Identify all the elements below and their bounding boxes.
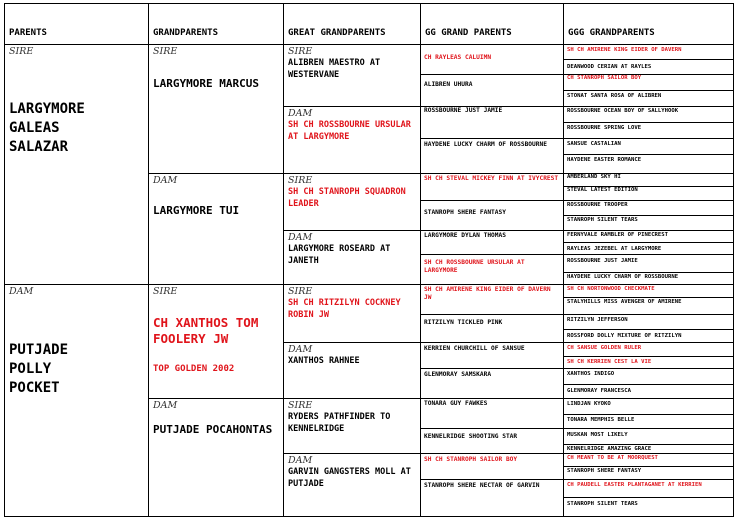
row-divider (420, 200, 563, 201)
header-ggg-grandparents: GGG GRANDPARENTS (568, 28, 655, 38)
great-grandparent-name: LARGYMORE ROSEARD AT JANETH (288, 244, 391, 267)
ggg-grandparent-name-champion: CH MEANT TO BE AT MOORQUEST (567, 455, 658, 461)
row-divider (563, 59, 733, 60)
row-divider (283, 453, 420, 454)
sire-role-label: SIRE (288, 175, 313, 186)
ggg-grandparent-name: AMBERLAND SKY HI (567, 174, 621, 180)
row-divider (420, 254, 563, 255)
row-divider (563, 297, 733, 298)
row-divider (420, 368, 563, 369)
gg-grandparent-name: KENNELRIDGE SHOOTING STAR (424, 433, 518, 440)
ggg-grandparent-name: LINDJAN KYOKO (567, 401, 611, 407)
gg-grandparent-name: HAYDENE LUCKY CHARM OF ROSSBOURNE (424, 141, 547, 148)
header-great-grandparents: GREAT GRANDPARENTS (288, 28, 386, 38)
gg-grandparent-name: ROSSBOURNE JUST JAMIE (424, 107, 503, 114)
parent-sire-name: LARGYMORE GALEAS SALAZAR (9, 101, 85, 155)
dam-role-label: DAM (9, 286, 34, 297)
header-parents: PARENTS (9, 28, 47, 38)
ggg-grandparent-name: TONARA MEMPHIS BELLE (567, 417, 635, 423)
ggg-grandparent-name: ROSSBOURNE TROOPER (567, 202, 628, 208)
ggg-grandparent-name: HAYDENE LUCKY CHARM OF ROSSBOURNE (567, 274, 679, 280)
ggg-grandparent-name: STANROPH SILENT TEARS (567, 217, 638, 223)
header-divider (5, 44, 733, 45)
ggg-grandparent-name: ROSSBOURNE JUST JAMIE (567, 258, 638, 264)
ggg-grandparent-name: ROSSBOURNE SPRING LOVE (567, 125, 642, 131)
gg-grandparent-name: LARGYMORE DYLAN THOMAS (424, 232, 506, 239)
row-divider (563, 356, 733, 357)
ggg-grandparent-name: RAYLEAS JEZEBEL AT LARGYMORE (567, 246, 662, 252)
row-divider (563, 272, 733, 273)
row-divider (420, 479, 563, 480)
row-divider (420, 398, 563, 399)
dam-role-label: DAM (153, 175, 178, 186)
dam-role-label: DAM (288, 344, 313, 355)
ggg-grandparent-name-champion: SH CH KERRIEN CEST LA VIE (567, 359, 652, 365)
column-divider (420, 4, 421, 516)
row-divider (283, 398, 420, 399)
ggg-grandparent-name: STALYHILLS MISS AVENGER OF AMIRENE (567, 299, 682, 305)
sire-role-label: SIRE (9, 46, 34, 57)
row-divider (563, 200, 733, 201)
dam-role-label: DAM (153, 400, 178, 411)
ggg-grandparent-name: DEANWOOD CERIAN AT RAYLES (567, 64, 652, 70)
great-grandparent-name: XANTHOS RAHNEE (288, 356, 360, 366)
row-divider (563, 497, 733, 498)
row-divider (563, 284, 733, 285)
grandparent-name: LARGYMORE MARCUS (153, 77, 259, 90)
grandparent-name-champion: CH XANTHOS TOM FOOLERY JW (153, 315, 259, 347)
dam-role-label: DAM (288, 108, 313, 119)
row-divider (420, 284, 563, 285)
gg-grandparent-name: KERRIEN CHURCHILL OF SANSUE (424, 345, 525, 352)
row-divider (563, 466, 733, 467)
row-divider (563, 215, 733, 216)
ggg-grandparent-name: MUSKAN MOST LIKELY (567, 432, 628, 438)
ggg-grandparent-name: SANSUE CASTALIAN (567, 141, 621, 147)
row-divider (563, 342, 733, 343)
row-divider (563, 314, 733, 315)
header-gg-grand-parents: GG GRAND PARENTS (425, 28, 512, 38)
row-divider (563, 414, 733, 415)
row-divider (420, 230, 563, 231)
row-divider (420, 74, 563, 75)
gg-grandparent-name: RITZILYN TICKLED PINK (424, 319, 503, 326)
row-divider (148, 284, 283, 285)
row-divider (420, 138, 563, 139)
ggg-grandparent-name-champion: CH STANROPH SAILOR BOY (567, 75, 642, 81)
dam-role-label: DAM (288, 232, 313, 243)
row-divider (420, 453, 563, 454)
dam-role-label: DAM (288, 455, 313, 466)
row-divider (283, 342, 420, 343)
row-divider (283, 284, 420, 285)
sire-role-label: SIRE (288, 46, 313, 57)
grandparent-title-note: TOP GOLDEN 2002 (153, 364, 235, 374)
row-divider (563, 254, 733, 255)
row-divider (420, 428, 563, 429)
ggg-grandparent-name: STONAT SANTA ROSA OF ALIBREN (567, 93, 662, 99)
column-divider (283, 4, 284, 516)
ggg-grandparent-name: STEVAL LATEST EDITION (567, 187, 638, 193)
row-divider (563, 90, 733, 91)
great-grandparent-name-champion: SH CH RITZILYN COCKNEY ROBIN JW (288, 298, 401, 321)
ggg-grandparent-name: STANROPH SHERE FANTASY (567, 468, 642, 474)
row-divider (563, 453, 733, 454)
row-divider (283, 230, 420, 231)
row-divider (563, 384, 733, 385)
gg-grandparent-name-champion: SH CH AMIRENE KING EIDER OF DAVERN JW (424, 286, 551, 302)
ggg-grandparent-name: GLENMORAY FRANCESCA (567, 388, 631, 394)
ggg-grandparent-name: RITZILYN JEFFERSON (567, 317, 628, 323)
ggg-grandparent-name-champion: CH SANSUE GOLDEN RULER (567, 345, 642, 351)
gg-grandparent-name: STANROPH SHERE FANTASY (424, 209, 506, 216)
ggg-grandparent-name: KENNELRIDGE AMAZING GRACE (567, 446, 652, 452)
row-divider (563, 444, 733, 445)
row-divider (420, 314, 563, 315)
ggg-grandparent-name: HAYDENE EASTER ROMANCE (567, 157, 642, 163)
ggg-grandparent-name: ROSSFORD DOLLY MIXTURE OF RITZILYN (567, 333, 682, 339)
sire-role-label: SIRE (288, 400, 313, 411)
ggg-grandparent-name: ROSSBOURNE OCEAN BOY OF SALLYHOOK (567, 108, 679, 114)
great-grandparent-name: ALIBREN MAESTRO AT WESTERVANE (288, 58, 381, 81)
ggg-grandparent-name: FERNYVALE RAMBLER OF PINECREST (567, 232, 669, 238)
gg-grandparent-name-champion: SH CH STANROPH SAILOR BOY (424, 456, 518, 463)
row-divider (563, 428, 733, 429)
row-divider (283, 106, 420, 107)
column-divider (563, 4, 564, 516)
great-grandparent-name-champion: SH CH ROSSBOURNE URSULAR AT LARGYMORE (288, 120, 411, 143)
ggg-grandparent-name-champion: CH PAUDELL EASTER PLANTAGANET AT KERRIEN (567, 482, 702, 488)
great-grandparent-name: GARVIN GANGSTERS MOLL AT PUTJADE (288, 467, 411, 490)
sire-role-label: SIRE (153, 46, 178, 57)
gg-grandparent-name: TONARA GUY FAWKES (424, 400, 488, 407)
row-divider (420, 342, 563, 343)
row-divider (148, 398, 283, 399)
row-divider (563, 138, 733, 139)
header-grandparents: GRANDPARENTS (153, 28, 219, 38)
row-divider (563, 154, 733, 155)
row-divider (148, 173, 283, 174)
gg-grandparent-name-champion: CH RAYLEAS CALUIMN (424, 54, 492, 61)
pedigree-chart (4, 3, 734, 517)
row-divider (283, 173, 420, 174)
gg-grandparent-name: STANROPH SHERE NECTAR OF GARVIN (424, 482, 540, 489)
great-grandparent-name-champion: SH CH STANROPH SQUADRON LEADER (288, 187, 406, 210)
row-divider (563, 368, 733, 369)
great-grandparent-name: RYDERS PATHFINDER TO KENNELRIDGE (288, 412, 391, 435)
column-divider (148, 4, 149, 516)
gg-grandparent-name: GLENMORAY SAMSKARA (424, 371, 492, 378)
row-divider (420, 173, 563, 174)
row-divider (5, 284, 148, 285)
row-divider (563, 242, 733, 243)
ggg-grandparent-name-champion: SH CH AMIRENE KING EIDER OF DAVERN (567, 47, 682, 53)
row-divider (563, 122, 733, 123)
ggg-grandparent-name: XANTHOS INDIGO (567, 371, 615, 377)
row-divider (563, 106, 733, 107)
ggg-grandparent-name: STANROPH SILENT TEARS (567, 501, 638, 507)
gg-grandparent-name: ALIBREN UHURA (424, 81, 473, 88)
parent-dam-name: PUTJADE POLLY POCKET (9, 342, 69, 396)
gg-grandparent-name-champion: SH CH ROSSBOURNE URSULAR AT LARGYMORE (424, 259, 525, 275)
ggg-grandparent-name-champion: SH CH NORTONWOOD CHECKMATE (567, 286, 655, 292)
gg-grandparent-name-champion: SH CH STEVAL MICKEY FINN AT IVYCREST (424, 175, 559, 182)
row-divider (563, 230, 733, 231)
row-divider (563, 329, 733, 330)
sire-role-label: SIRE (153, 286, 178, 297)
grandparent-name: PUTJADE POCAHONTAS (153, 423, 273, 436)
sire-role-label: SIRE (288, 286, 313, 297)
row-divider (563, 479, 733, 480)
grandparent-name: LARGYMORE TUI (153, 204, 240, 217)
row-divider (563, 398, 733, 399)
